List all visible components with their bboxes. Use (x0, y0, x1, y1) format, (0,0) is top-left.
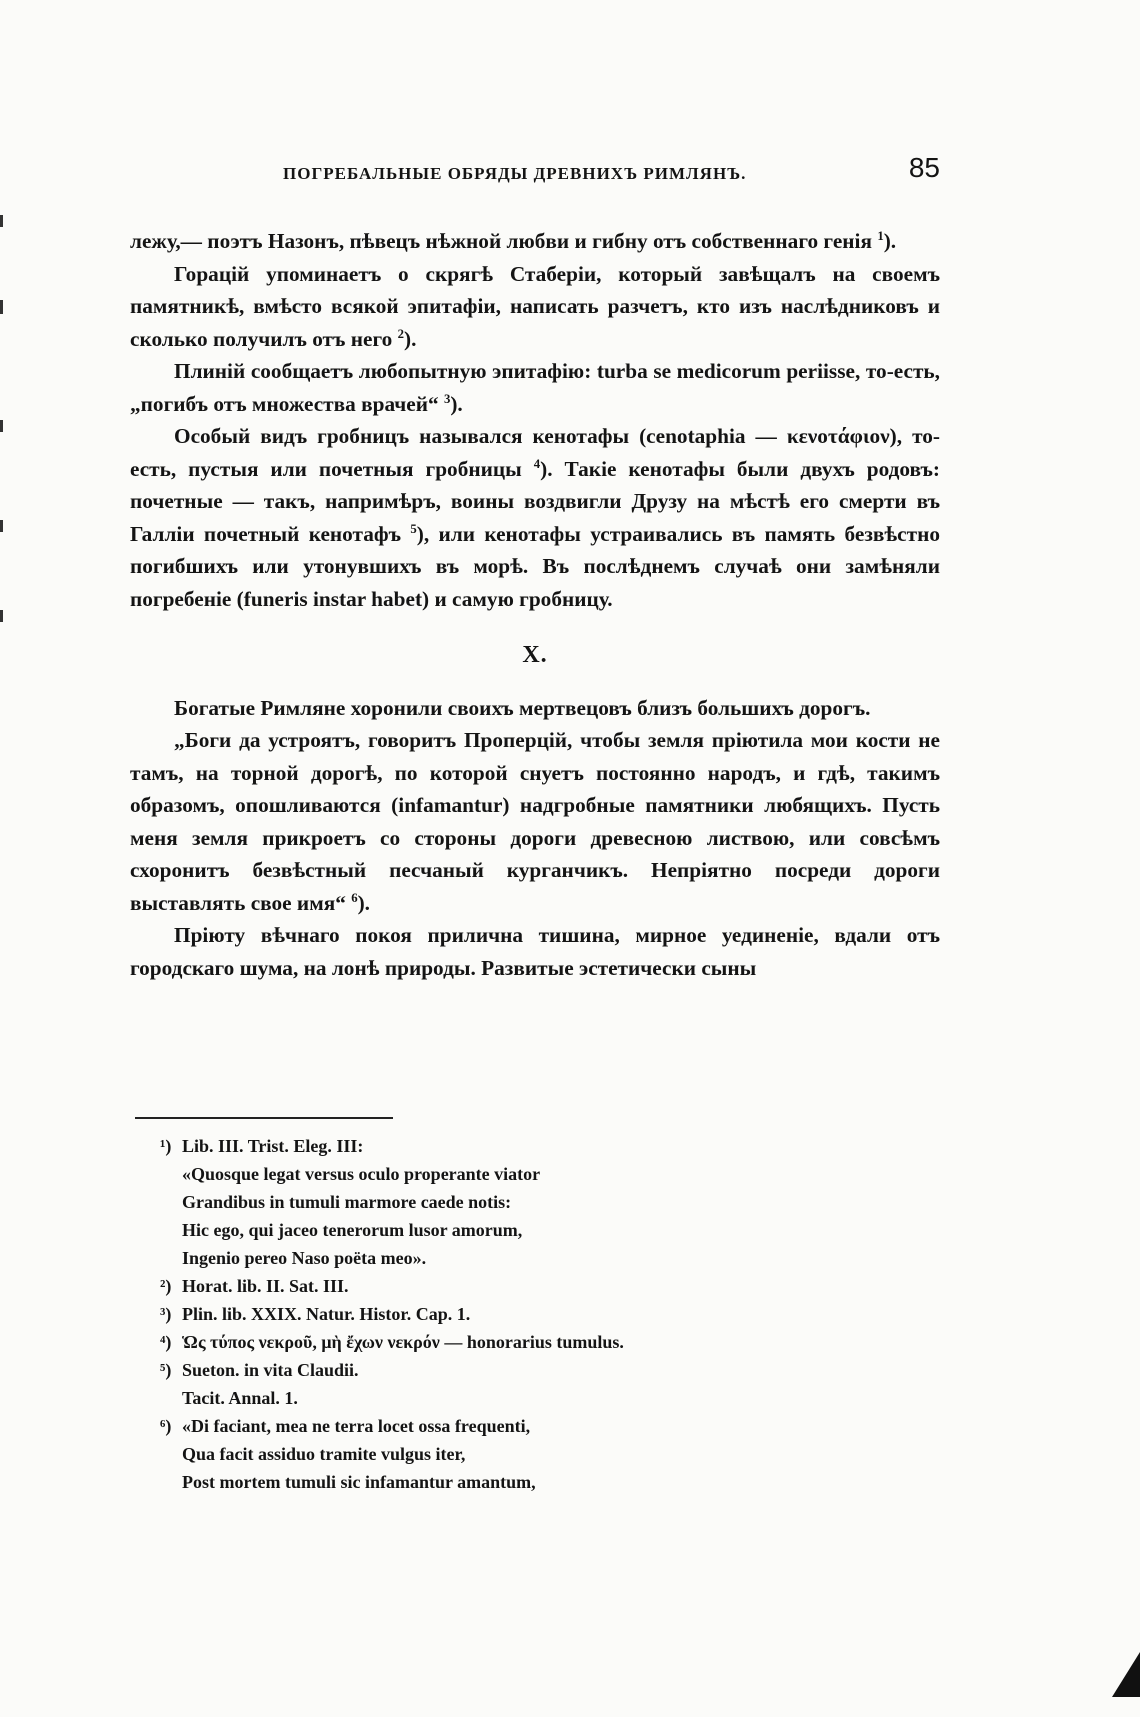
footnote-text: Grandibus in tumuli marmore caede notis: (182, 1192, 512, 1212)
scan-edge-mark (0, 420, 3, 432)
paragraph-text: „Боги да устроятъ, говоритъ Проперцій, чтобы земля пріютила мои кости не тамъ, на торной дорогѣ, по которой снуетъ постоянно народъ, и гдѣ, такимъ образомъ, опошливаются (infamantur) надгробные памятники любящихъ. Пусть меня земля прикроетъ со стороны дороги древесною листвою, или совсѣмъ схоронитъ безвѣстный песчаный курганчикъ. Непріятно посреди дороги выставлять свое имя“ (130, 728, 940, 915)
paragraph-tail: ). (357, 890, 371, 915)
footnote-line (160, 1216, 920, 1244)
footnote-line (160, 1412, 920, 1440)
paragraph-text: Плиній сообщаетъ любопытную эпитафію: turba se medicorum periisse, то-есть, „погибъ отъ множества врачей“ (130, 359, 940, 416)
paragraph-tail: ), или кенотафы устраивались въ память безвѣстно погибшихъ или утонувшихъ въ морѣ. Въ послѣднемъ случаѣ они замѣняли погребеніе (funeris instar habet) и самую гробницу. (130, 521, 940, 611)
scan-corner-mark (1112, 1652, 1140, 1697)
footnote-ref: 6 (351, 890, 358, 905)
footnote-ref: 1 (877, 228, 884, 243)
paragraph (130, 420, 940, 615)
body-text (130, 225, 940, 984)
footnote-mark: ⁴) (160, 1332, 172, 1352)
running-title: ПОГРЕБАЛЬНЫЕ ОБРЯДЫ ДРЕВНИХЪ РИМЛЯНЪ. (283, 164, 747, 183)
footnote-text: Sueton. in vita Claudii. (182, 1360, 359, 1380)
paragraph-tail: ). (883, 229, 897, 253)
scan-edge-mark (0, 610, 3, 622)
page-number: 85 (908, 152, 940, 183)
footnote-line (160, 1356, 920, 1384)
paragraph-text: лежу,— поэтъ Назонъ, пѣвецъ нѣжной любви и гибну отъ собственнаго генія (130, 229, 878, 253)
paragraph-tail: ). Такіе кенотафы были двухъ родовъ: почетные — такъ, напримѣръ, воины воздвигли Друзу на мѣстѣ его смерти въ Галліи почетный кенотафъ (130, 456, 940, 546)
footnote-line (160, 1468, 920, 1496)
paragraph-tail: ). (450, 391, 463, 416)
paragraph (130, 692, 940, 725)
footnote-text: Post mortem tumuli sic infamantur amantum, (182, 1472, 536, 1492)
paragraph-text: Богатые Римляне хоронили своихъ мертвецовъ близъ большихъ дорогъ. (174, 695, 871, 720)
footnote-ref: 2 (397, 326, 404, 341)
paragraph-text: Особый видъ гробницъ назывался кенотафы (cenotaphia — κενοτάφιον), то-есть, пустыя или почетныя гробницы (130, 424, 940, 481)
footnote-line (160, 1132, 920, 1160)
scan-edge-mark (0, 215, 3, 227)
footnote-text: Lib. III. Trist. Eleg. III: (182, 1136, 364, 1156)
scan-edge-mark (0, 520, 3, 532)
paragraph-tail: ). (403, 326, 417, 351)
footnote-ref: 5 (410, 521, 417, 536)
footnote-ref: 3 (443, 391, 451, 406)
footnote-text: Qua facit assiduo tramite vulgus iter, (182, 1444, 466, 1464)
footnote-mark: ³) (160, 1304, 172, 1324)
footnote-line (160, 1160, 920, 1188)
paragraph (130, 919, 940, 984)
footnote-mark: ²) (160, 1276, 172, 1296)
paragraph-text: Пріюту вѣчнаго покоя прилична тишина, мирное уединеніе, вдали отъ городскаго шума, на лонѣ природы. Развитые эстетически сыны (130, 923, 940, 980)
paragraph (130, 355, 940, 420)
footnote-ref: 4 (533, 456, 541, 471)
footnote-line (160, 1272, 920, 1300)
footnote-line (160, 1300, 920, 1328)
footnote-mark: ¹) (160, 1136, 172, 1156)
footnote-mark: ⁵) (160, 1360, 172, 1380)
scan-edge-mark (0, 300, 3, 314)
paragraph-text: Горацій упоминаетъ о скрягѣ Стаберіи, который завѣщалъ на своемъ памятникѣ, вмѣсто всякой эпитафіи, написать разчетъ, кто изъ наслѣдниковъ и сколько получилъ отъ него (130, 261, 940, 351)
footnote-text: «Di faciant, mea ne terra locet ossa frequenti, (182, 1416, 531, 1436)
footnote-text: Plin. lib. XXIX. Natur. Histor. Cap. 1. (182, 1304, 471, 1324)
footnote-line (160, 1440, 920, 1468)
footnote-text: Hic ego, qui jaceo tenerorum lusor amorum, (182, 1220, 523, 1240)
footnote-text: Ὡς τύπος νεκροῦ, μὴ ἔχων νεκρόν — honorarius tumulus. (182, 1332, 624, 1352)
paragraph (130, 258, 940, 356)
paragraph (130, 724, 940, 919)
footnote-text: Tacit. Annal. 1. (182, 1388, 298, 1408)
footnote-text: Horat. lib. II. Sat. III. (182, 1276, 349, 1296)
section-heading: X. (522, 642, 548, 668)
footnote-text: Ingenio pereo Naso poëta meo». (182, 1248, 427, 1268)
footnote-line (160, 1384, 920, 1412)
footnote-text: «Quosque legat versus oculo properante viator (182, 1164, 541, 1184)
page-header (135, 152, 940, 192)
footnote-divider (135, 1117, 393, 1119)
paragraph (130, 225, 940, 258)
footnote-line (160, 1328, 920, 1356)
footnote-line (160, 1188, 920, 1216)
footnote-mark: ⁶) (160, 1416, 172, 1436)
footnote-line (160, 1244, 920, 1272)
footnotes (160, 1132, 920, 1496)
